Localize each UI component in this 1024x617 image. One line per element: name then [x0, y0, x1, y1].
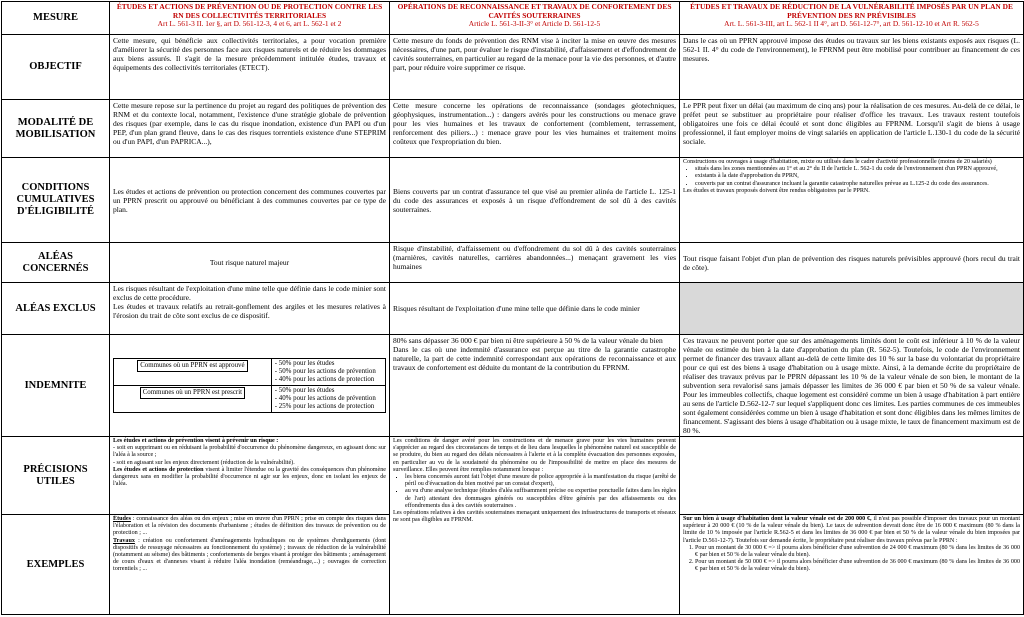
aleas-col3: Tout risque faisant l'objet d'un plan de prévention des risques naturels prévisibles approuvé (hors recul du trait de côte).: [680, 243, 1024, 283]
header-col1: [110, 2, 390, 35]
label-aleas: ALÉAS CONCERNÉS: [2, 243, 110, 283]
row-indemnite: [2, 335, 1024, 437]
rate-item: - 40% pour les actions de prévention: [274, 395, 376, 402]
objectif-col3: Dans le cas où un PPRN approuvé impose des études ou travaux sur les biens existants exposés aux risques (L. 562-1 II. 4° du code de l'environnement), le FPRNM peut être mobilisé pour contribuer au financement de ces mesures.: [680, 35, 1024, 100]
exemples-col1-travaux-heading: Travaux: [113, 537, 135, 544]
modalite-col2: Cette mesure concerne les opérations de reconnaissance (sondages géotechniques, géophysiques, instrumentation...) : dangers avérés pour les constructions ou menace grave pour les vies humaines et les travaux de confortement (comblement, terrassement, renforcement des piliers...) : menace grave pour les vies humaines et traitement moins coûteux que l'expropriation du bien.: [390, 100, 680, 158]
precisions-col2: [390, 437, 680, 615]
aleas-col1: Tout risque naturel majeur: [110, 243, 390, 283]
rate-item: - 50% pour les études: [274, 387, 335, 394]
list-item: 2. Pour un montant de 50 000 € => il pourra alors bénéficier d'une subvention de 36 000 € maximum (80 % dans les limites de 36 000 € par bien et 50 % de la valeur vénale du bien).: [695, 559, 1020, 573]
conditions-col3-outro: Les études et travaux proposés doivent être rendus obligatoires par le PPRN.: [683, 187, 870, 194]
exemples-col1-etudes-heading: Études: [113, 516, 131, 522]
col3-title: ÉTUDES ET TRAVAUX DE RÉDUCTION DE LA VULNÉRABILITÉ IMPOSÉS PAR UN PLAN DE PRÉVENTION DES RN PRÉVISIBLES: [690, 2, 1013, 20]
exclus-col1-argiles: Les études et travaux relatifs au retrait-gonflement des argiles et les mesures relatives à l'érosion du trait de côte sont exclus de ce dispositif.: [113, 302, 386, 320]
list-item: • couverts par un contrat d'assurance incluant la garantie catastrophe naturelles prévue au L.125-2 du code des assurances.: [695, 181, 1020, 188]
col1-title: ÉTUDES ET ACTIONS DE PRÉVENTION OU DE PROTECTION CONTRE LES RN DES COLLECTIVITÉS TERRITORIALES: [116, 2, 383, 20]
rate-item: - 40% pour les actions de protection: [274, 376, 375, 383]
row-aleas: [2, 243, 1024, 283]
exemples-col1-etudes: : connaissance des aléas ou des enjeux ; mise en œuvre d'un PPRN ; prise en compte des risques dans l'élaboration et la révision des documents d'urbanisme ; études de définition des travaux de prévention ou de protection ; ...: [113, 516, 386, 537]
exemples-col3: [680, 515, 1024, 615]
label-precisions: PRÉCISIONS UTILES: [2, 437, 110, 515]
indemnite-approuve-label: Communes où un PPRN est approuvé: [137, 360, 247, 372]
indemnite-col2-deduction: Dans le cas où une indemnité d'assurance est perçue au titre de la garantie catastrophe naturelle, la part de cette indemnité correspondant aux opérations de reconnaissance et aux travaux de confortement est déduite du montant de la contribution du FPRNM.: [393, 345, 676, 372]
list-item: ▪ au vu d'une analyse technique (études d'aléa suffisamment précise ou expertise ponctuelle faites dans les règles de l'art) attestant des dommages générés ou susceptibles d'être générés par des affaissements ou des effondrements dus à des cavités souterraines .: [405, 488, 676, 510]
indemnite-col2-plafond: 80% sans dépasser 36 000 € par bien ni être supérieure à 50 % de la valeur vénale du bien: [393, 336, 663, 345]
list-item: • situés dans les zones mentionnées au 1° et au 2° du II de l'article L. 562-1 du code de l'environnement d'un PPRN approuvé,: [695, 166, 1020, 173]
objectif-col1: Cette mesure, qui bénéficie aux collectivités territoriales, a pour vocation première d'améliorer la sécurité des personnes face aux risques naturels et de réduire les dommages aux biens assurés. Il s'agit de la mesure précédemment intitulée études, travaux et équipements des collectivités territoriales (ETECT).: [110, 35, 390, 100]
header-col2: [390, 2, 680, 35]
label-indemnite: INDEMNITE: [2, 335, 110, 437]
conditions-col3: [680, 158, 1024, 243]
precisions-col2-intro: Les conditions de danger avéré pour les constructions et de menace grave pour les vies humaines peuvent s'apprécier au regard des circonstances de temps et de lieu dans lesquelles le phénomène naturel est susceptible de se produire, du bien au regard des délais nécessaires à l'alerte et à la complète évacuation des personnes exposées, en particulier au vu de la soudaineté du phénomène ou de l'impossibilité de mettre en place des mesures de surveillance. Elles peuvent être remplies notamment lorsque :: [393, 438, 676, 473]
header-row: [2, 2, 1024, 35]
aleas-col2: Risque d'instabilité, d'affaissement ou d'effondrement du sol dû à des cavités souterraines (marnières, cavités naturelles, carrières abandonnées...) menaçant gravement les vies humaines: [390, 243, 680, 283]
objectif-col2: Cette mesure du fonds de prévention des RNM vise à inciter la mise en œuvre des mesures nécessaires, d'une part, pour évaluer le risque d'instabilité, d'affaissement et d'effondrement de cavités souterraines, en particulier au regard de la menace pour la vie des personnes, et d'autre part, pour réduire voire supprimer ce risque.: [390, 35, 680, 100]
rate-item: - 25% pour les actions de protection: [274, 403, 375, 410]
exclus-col3-empty: [680, 283, 1024, 335]
rate-item: - 50% pour les actions de prévention: [274, 368, 376, 375]
precisions-col1-heading: Les études et actions de prévention visent à prévenir un risque :: [113, 438, 279, 444]
precisions-col1: [110, 437, 390, 515]
col3-articles: Art. L. 561-3-III, art L. 562-1 II 4°, art D. 561-12-7°, art D. 561-12-10 et Art R. 562-5: [724, 19, 979, 29]
indemnite-col1: [110, 335, 390, 437]
exclus-col2: Risques résultant de l'exploitation d'une mine telle que définie dans le code minier: [390, 283, 680, 335]
row-modalite: [2, 100, 1024, 158]
label-exemples: EXEMPLES: [2, 515, 110, 615]
precisions-col1-heading2: Les études et actions de protection: [113, 466, 204, 473]
indemnite-prescrit-label: Communes où un PPRN est prescrit: [140, 387, 245, 399]
col2-articles: Article L. 561-3-II-3° et Article D. 561-12-5: [468, 19, 601, 29]
label-conditions: CONDITIONS CUMULATIVES D'ÉLIGIBILITÉ: [2, 158, 110, 243]
conditions-col3-intro: Constructions ou ouvrages à usage d'habitation, mixte ou utilisés dans le cadre d'activité professionnelle (moins de 20 salariés): [683, 159, 992, 165]
indemnite-col3: Ces travaux ne peuvent porter que sur des aménagements limités dont le coût est inférieur à 10 % de la valeur vénale ou estimée du bien à la date d'approbation du plan (R. 562-5). Toutefois, le code de l'environnement permet de financer des travaux allant au-delà de cette limite des 10 % sur la base du volontariat du propriétaire pour ce qui est des biens à usage d'habitation ou à usage mixte. Ainsi, à la demande écrite du propriétaire de réaliser des travaux prévus par le PPRN dépassant les 10 % de la valeur vénale de son bien, le montant de la subvention sera revalorisé sans jamais dépasser les limites de 36 000 € par bien et 50 % de sa valeur vénale. Pour les immeubles collectifs, chaque logement est considéré comme un bien à usage d'habitation à part entière au sens de l'article D.562-12-7 sur lequel s'appliquent donc ces limites. Les parties communes de ces immeubles sont également considérées comme un bien à usage d'habitation et sont donc éligibles dans les mêmes limites de financement. S'agissant des biens à usage d'habitation ou à usage mixte, le taux de financement maximum est de 80 %.: [680, 335, 1024, 437]
conditions-col1: Les études et actions de prévention ou protection concernent des communes couvertes par un PPRN prescrit ou approuvé ou bénéficiant à des communes couvertes par ce type de plan.: [110, 158, 390, 243]
exemples-col3-list: [683, 545, 1020, 574]
row-objectif: [2, 35, 1024, 100]
exemples-col3-heading: Sur un bien à usage d'habitation dont la valeur vénale est de 200 000 €,: [683, 516, 872, 522]
rate-item: - 50% pour les études: [274, 360, 335, 367]
exemples-col1-travaux: : création ou confortement d'aménagements hydrauliques ou de systèmes d'endiguements (dont dispositifs de ressuyage nécessaires au fonctionnement du système) ; travaux de réduction de la vulnérabilité (notamment au séisme) des bâtiments ; confortements de berges visant à protéger des bâtiments ; aménagement de cours d'eaux et d'annexes visant à réduire l'aléa inondation (reméandrage,...) ; ouvrages de correction torrentiels ; ...: [113, 537, 386, 573]
table-row: [114, 359, 386, 386]
exclus-col1: [110, 283, 390, 335]
measures-table: [1, 1, 1024, 615]
row-precisions: [2, 437, 1024, 515]
modalite-col3: Le PPR peut fixer un délai (au maximum de cinq ans) pour la réalisation de ces mesures. Au-delà de ce délai, le préfet peut se substituer au propriétaire pour réaliser d'office les travaux. Les travaux restent toutefois obligatoires une fois ce délai écoulé et sont donc éligibles au FPRNM. Lorsqu'il s'agit de biens à usage professionnel, il faut employer moins de vingt salariés en application de l'article L.130-1 du code de la sécurité sociale.: [680, 100, 1024, 158]
modalite-col1: Cette mesure repose sur la pertinence du projet au regard des politiques de prévention des RNM et du contexte local, notamment, l'existence d'une stratégie globale de prévention des risques (par exemple, dans le cas du risque inondation, existence d'un PAPI ou d'un PEP, d'un plan grand fleuve, dans le cas des risques torrentiels existence d'une STEPRIM ou d'un PAPI, d'un PAPRICA...),: [110, 100, 390, 158]
indemnite-col2: [390, 335, 680, 437]
table-row: [114, 386, 386, 413]
indemnite-rates-table: [113, 358, 386, 413]
exclus-col1-mine: Les risques résultant de l'exploitation d'une mine telle que définie dans le code minier sont exclus de cette procédure.: [113, 284, 386, 302]
header-col3: [680, 2, 1024, 35]
label-objectif: OBJECTIF: [2, 35, 110, 100]
exemples-col3-text: il n'est pas possible d'imposer des travaux pour un montant supérieur à 20 000 € (10 % de la valeur vénale du bien). Le taux de subvention devrait donc être de 16 000 € maximum (80 % dans la limite de 10 % imposée par l'article R.562-5 et dans les limites de 36 000 € par bien et 50 % de la valeur vénale du bien imposées par l'article D.561-12-7). Toutefois sur demande écrite, le propriétaire peut réaliser des travaux prévus par le PPRN :: [683, 516, 1021, 544]
precisions-col1-p2: - soit en agissant sur les enjeux directement (réduction de la vulnérabilité).: [113, 459, 295, 466]
precisions-col2-outro: Les opérations relatives à des cavités souterraines menaçant uniquement des infrastructures de transports et réseaux ne sont pas éligibles au FPRNM.: [393, 510, 676, 524]
header-mesure: MESURE: [2, 2, 110, 35]
col2-title: OPÉRATIONS DE RECONNAISSANCE ET TRAVAUX DE CONFORTEMENT DES CAVITÉS SOUTERRAINES: [397, 2, 672, 20]
label-modalite: MODALITÉ DE MOBILISATION: [2, 100, 110, 158]
conditions-col2: Biens couverts par un contrat d'assurance tel que visé au premier alinéa de l'article L. 125-1 du code des assurances et exposés à un risque d'effondrement de sol dû à des cavités souterraines.: [390, 158, 680, 243]
precisions-col1-p3: visent à limiter l'étendue ou la gravité des conséquences d'un phénomène dangereux sans en modifier la probabilité d'occurrence ni agir sur les enjeux, donc en isolant les enjeux de l'aléa.: [113, 466, 386, 488]
col1-articles: Art L. 561-3 II. 1er §, art D. 561-12-3, 4 et 6, art L. 562-1 et 2: [157, 19, 342, 29]
label-exclus: ALÉAS EXCLUS: [2, 283, 110, 335]
row-exclus: [2, 283, 1024, 335]
row-conditions: [2, 158, 1024, 243]
list-item: 1. Pour un montant de 30 000 € => il pourra alors bénéficier d'une subvention de 24 000 € maximum (80 % dans les limites de 36 000 € par bien et 50 % de la valeur vénale du bien).: [695, 545, 1020, 559]
precisions-col2-list: [393, 474, 676, 510]
precisions-col1-p1: - soit en supprimant ou en réduisant la probabilité d'occurrence du phénomène dangereux, en agissant donc sur l'aléa à la source ;: [113, 445, 386, 459]
conditions-col3-list: [683, 166, 1020, 188]
precisions-col3-continued: [680, 437, 1024, 515]
list-item: ▪ les biens concernés auront fait l'objet d'une mesure de police appropriée à la manifestation du risque (arrêté de péril ou d'évacuation du bien motivé par un constat d'expert),: [405, 474, 676, 488]
list-item: • existants à la date d'approbation du PPRN,: [695, 173, 1020, 180]
exemples-col1: [110, 515, 390, 615]
